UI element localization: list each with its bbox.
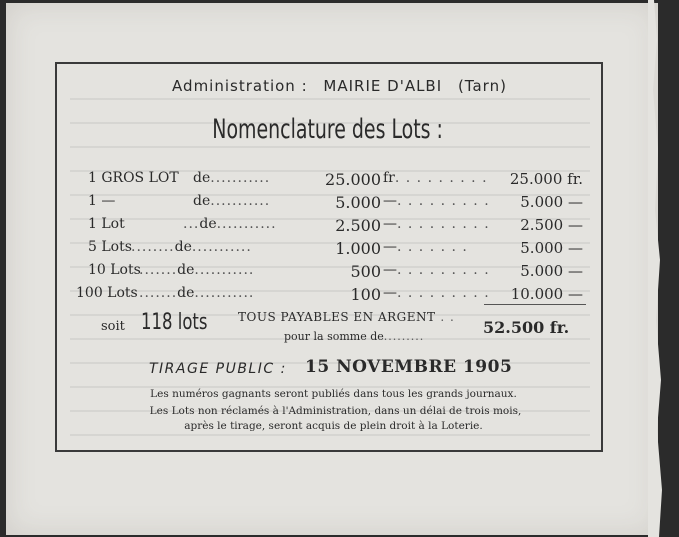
administration-region: (Tarn) [457, 77, 507, 95]
lot-value: 100 [350, 285, 381, 304]
administration-label: Administration : [172, 77, 308, 95]
lot-value: 25.000 [325, 170, 381, 189]
lot-count: 5 Lots [88, 239, 132, 255]
leader-dots: . . . . . . . . . [397, 262, 490, 278]
lot-value: 500 [350, 262, 381, 281]
lot-row: 5 Lots ........de........... 1.000 —. . . . . . . 5.000 — [88, 239, 583, 258]
summary-total: 52.500 fr. [483, 318, 570, 337]
lot-count: 10 Lots [88, 262, 141, 278]
page-title: Nomenclature des Lots : [212, 114, 443, 145]
lot-total-unit: — [568, 262, 583, 280]
note-line: Les Lots non réclamés à l'Administration, dans un délai de trois mois, [149, 405, 522, 417]
lot-total-unit: fr. [567, 170, 583, 188]
lot-total: 5.000 [520, 193, 564, 211]
summary-soit: soit [101, 319, 125, 334]
leader-dots: . . . . . . . . . [394, 170, 488, 186]
lot-de: de [199, 216, 217, 232]
summary-pour: pour la somme de......... [284, 330, 425, 343]
lot-total-unit: — [568, 216, 583, 234]
lot-total: 10.000 [510, 285, 564, 303]
lot-de: de [193, 170, 211, 186]
lot-count: 100 Lots [76, 285, 138, 301]
note-line: Les numéros gagnants seront publiés dans tous les grands journaux. [150, 388, 517, 400]
leader-dots: ........... [194, 262, 255, 278]
lot-unit: fr [383, 170, 395, 186]
leader-dots: ........... [191, 239, 252, 255]
lot-unit: — [383, 193, 397, 209]
lot-total: 25.000 [509, 170, 563, 188]
lot-total-unit: — [568, 285, 583, 303]
lot-count: 1 — [88, 193, 116, 209]
lot-row [0, 193, 679, 215]
summary-lot-count: 118 lots [141, 310, 208, 335]
leader-dots: . . . . . . . . . [397, 216, 490, 232]
summary-payables: TOUS PAYABLES EN ARGENT . . [238, 310, 455, 324]
lot-de: de [193, 193, 211, 209]
leader-dots: . . . . . . . . . [397, 193, 490, 209]
lot-de: de [174, 239, 192, 255]
lot-count: 1 Lot [88, 216, 125, 232]
lot-value: 1.000 [335, 239, 381, 258]
lot-row: 1 Lot ...de........... 2.500 —. . . . . . . . . 2.500 — [88, 216, 583, 235]
leader-dots: ........... [194, 285, 255, 301]
lot-total-unit: — [568, 239, 583, 257]
lot-count: 1 GROS LOT [88, 170, 179, 186]
leader-dots: ........... [210, 193, 271, 209]
lot-total-unit: — [568, 193, 583, 211]
lot-total: 5.000 [520, 262, 564, 280]
lot-value: 5.000 [335, 193, 381, 212]
lot-row: 100 Lots .......de........... 100 —. . . . . . . . . 10.000 — [76, 285, 583, 304]
lot-row [0, 170, 679, 192]
tirage-label: TIRAGE PUBLIC : [149, 361, 287, 377]
lot-de: de [177, 285, 195, 301]
leader-dots: ........... [210, 170, 271, 186]
lot-total: 2.500 [520, 216, 564, 234]
leader-dots: . . . . . . . . . [397, 285, 490, 301]
tirage-date: 15 NOVEMBRE 1905 [305, 357, 513, 377]
lot-total: 5.000 [520, 239, 564, 257]
leader-dots: ........... [216, 216, 277, 232]
administration-name: MAIRIE D'ALBI [323, 77, 443, 95]
leader-dots: . . . . . . . [397, 239, 468, 255]
note-line: après le tirage, seront acquis de plein droit à la Loterie. [184, 420, 483, 432]
lot-unit: — [383, 285, 397, 301]
lot-unit: — [383, 216, 397, 232]
lot-row: 10 Lots .......de........... 500 —. . . . . . . . . 5.000 — [88, 262, 583, 281]
lot-unit: — [383, 239, 397, 255]
administration-line [0, 77, 679, 95]
lot-value: 2.500 [335, 216, 381, 235]
lot-de: de [177, 262, 195, 278]
sum-rule [484, 304, 586, 305]
lot-unit: — [383, 262, 397, 278]
